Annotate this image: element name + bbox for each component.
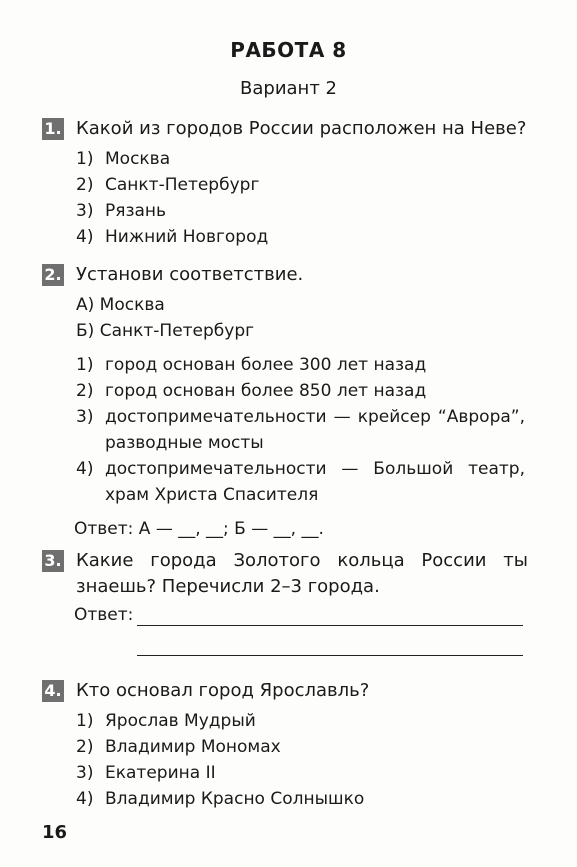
question-text: Какие города Золотого кольца России ты знаешь? Перечисли 2–3 города.	[76, 550, 528, 597]
option-number: 4)	[76, 789, 94, 809]
option-number: 3)	[76, 201, 94, 221]
question-text: Установи соответствие.	[76, 264, 304, 285]
answer-area	[0, 600, 577, 630]
question-number-badge: 1.	[42, 118, 64, 140]
question-1	[0, 116, 577, 250]
option-text: достопримечательности — Большой театр, храм Христа Спасителя	[105, 459, 525, 505]
match-letter-text: Б) Санкт-Петербург	[76, 321, 255, 341]
match-letter-item	[0, 292, 577, 318]
option-number: 2)	[76, 381, 94, 401]
option-text: Владимир Красно Солнышко	[105, 789, 365, 809]
option-item	[0, 404, 577, 456]
option-number: 4)	[76, 459, 94, 479]
option-item	[0, 760, 577, 786]
option-number: 3)	[76, 407, 94, 427]
option-number: 1)	[76, 711, 94, 731]
option-item	[0, 786, 577, 812]
answer-line	[0, 514, 577, 544]
question-number-badge: 4.	[42, 680, 64, 702]
option-text: Рязань	[105, 201, 167, 221]
option-item	[0, 224, 577, 250]
question-4	[0, 678, 577, 812]
option-item	[0, 146, 577, 172]
option-text: достопримечательности — крейсер “Аврора”, разводные мосты	[105, 407, 525, 453]
page-number: 16	[42, 822, 68, 843]
answer-label: Ответ:	[74, 605, 134, 625]
option-item	[0, 734, 577, 760]
answer-write-line[interactable]	[137, 625, 523, 626]
question-text: Какой из городов России расположен на Неве?	[76, 118, 527, 139]
question-number-badge: 3.	[42, 550, 64, 572]
option-text: город основан более 850 лет назад	[105, 381, 427, 401]
option-text: Владимир Мономах	[105, 737, 281, 757]
option-number: 2)	[76, 175, 94, 195]
option-text: Санкт-Петербург	[105, 175, 260, 195]
option-number: 2)	[76, 737, 94, 757]
option-number: 1)	[76, 355, 94, 375]
question-text: Кто основал город Ярославль?	[76, 680, 370, 701]
option-item	[0, 456, 577, 508]
question-3	[0, 548, 577, 662]
option-item	[0, 172, 577, 198]
option-number: 4)	[76, 227, 94, 247]
option-text: Нижний Новгород	[105, 227, 269, 247]
page-title: РАБОТА 8	[230, 38, 347, 62]
option-text: город основан более 300 лет назад	[105, 355, 427, 375]
option-text: Москва	[105, 149, 171, 169]
option-text: Ярослав Мудрый	[105, 711, 256, 731]
option-item	[0, 352, 577, 378]
option-item	[0, 708, 577, 734]
option-item	[0, 198, 577, 224]
match-letter-text: А) Москва	[76, 295, 165, 315]
answer-template: Ответ: А — __, __; Б — __, __.	[74, 519, 324, 539]
question-number-badge: 2.	[42, 264, 64, 286]
variant-label: Вариант 2	[240, 78, 337, 99]
answer-write-line[interactable]	[137, 655, 523, 656]
option-item	[0, 378, 577, 404]
option-number: 1)	[76, 149, 94, 169]
option-number: 3)	[76, 763, 94, 783]
match-letter-item	[0, 318, 577, 344]
question-2	[0, 262, 577, 544]
option-text: Екатерина II	[105, 763, 216, 783]
